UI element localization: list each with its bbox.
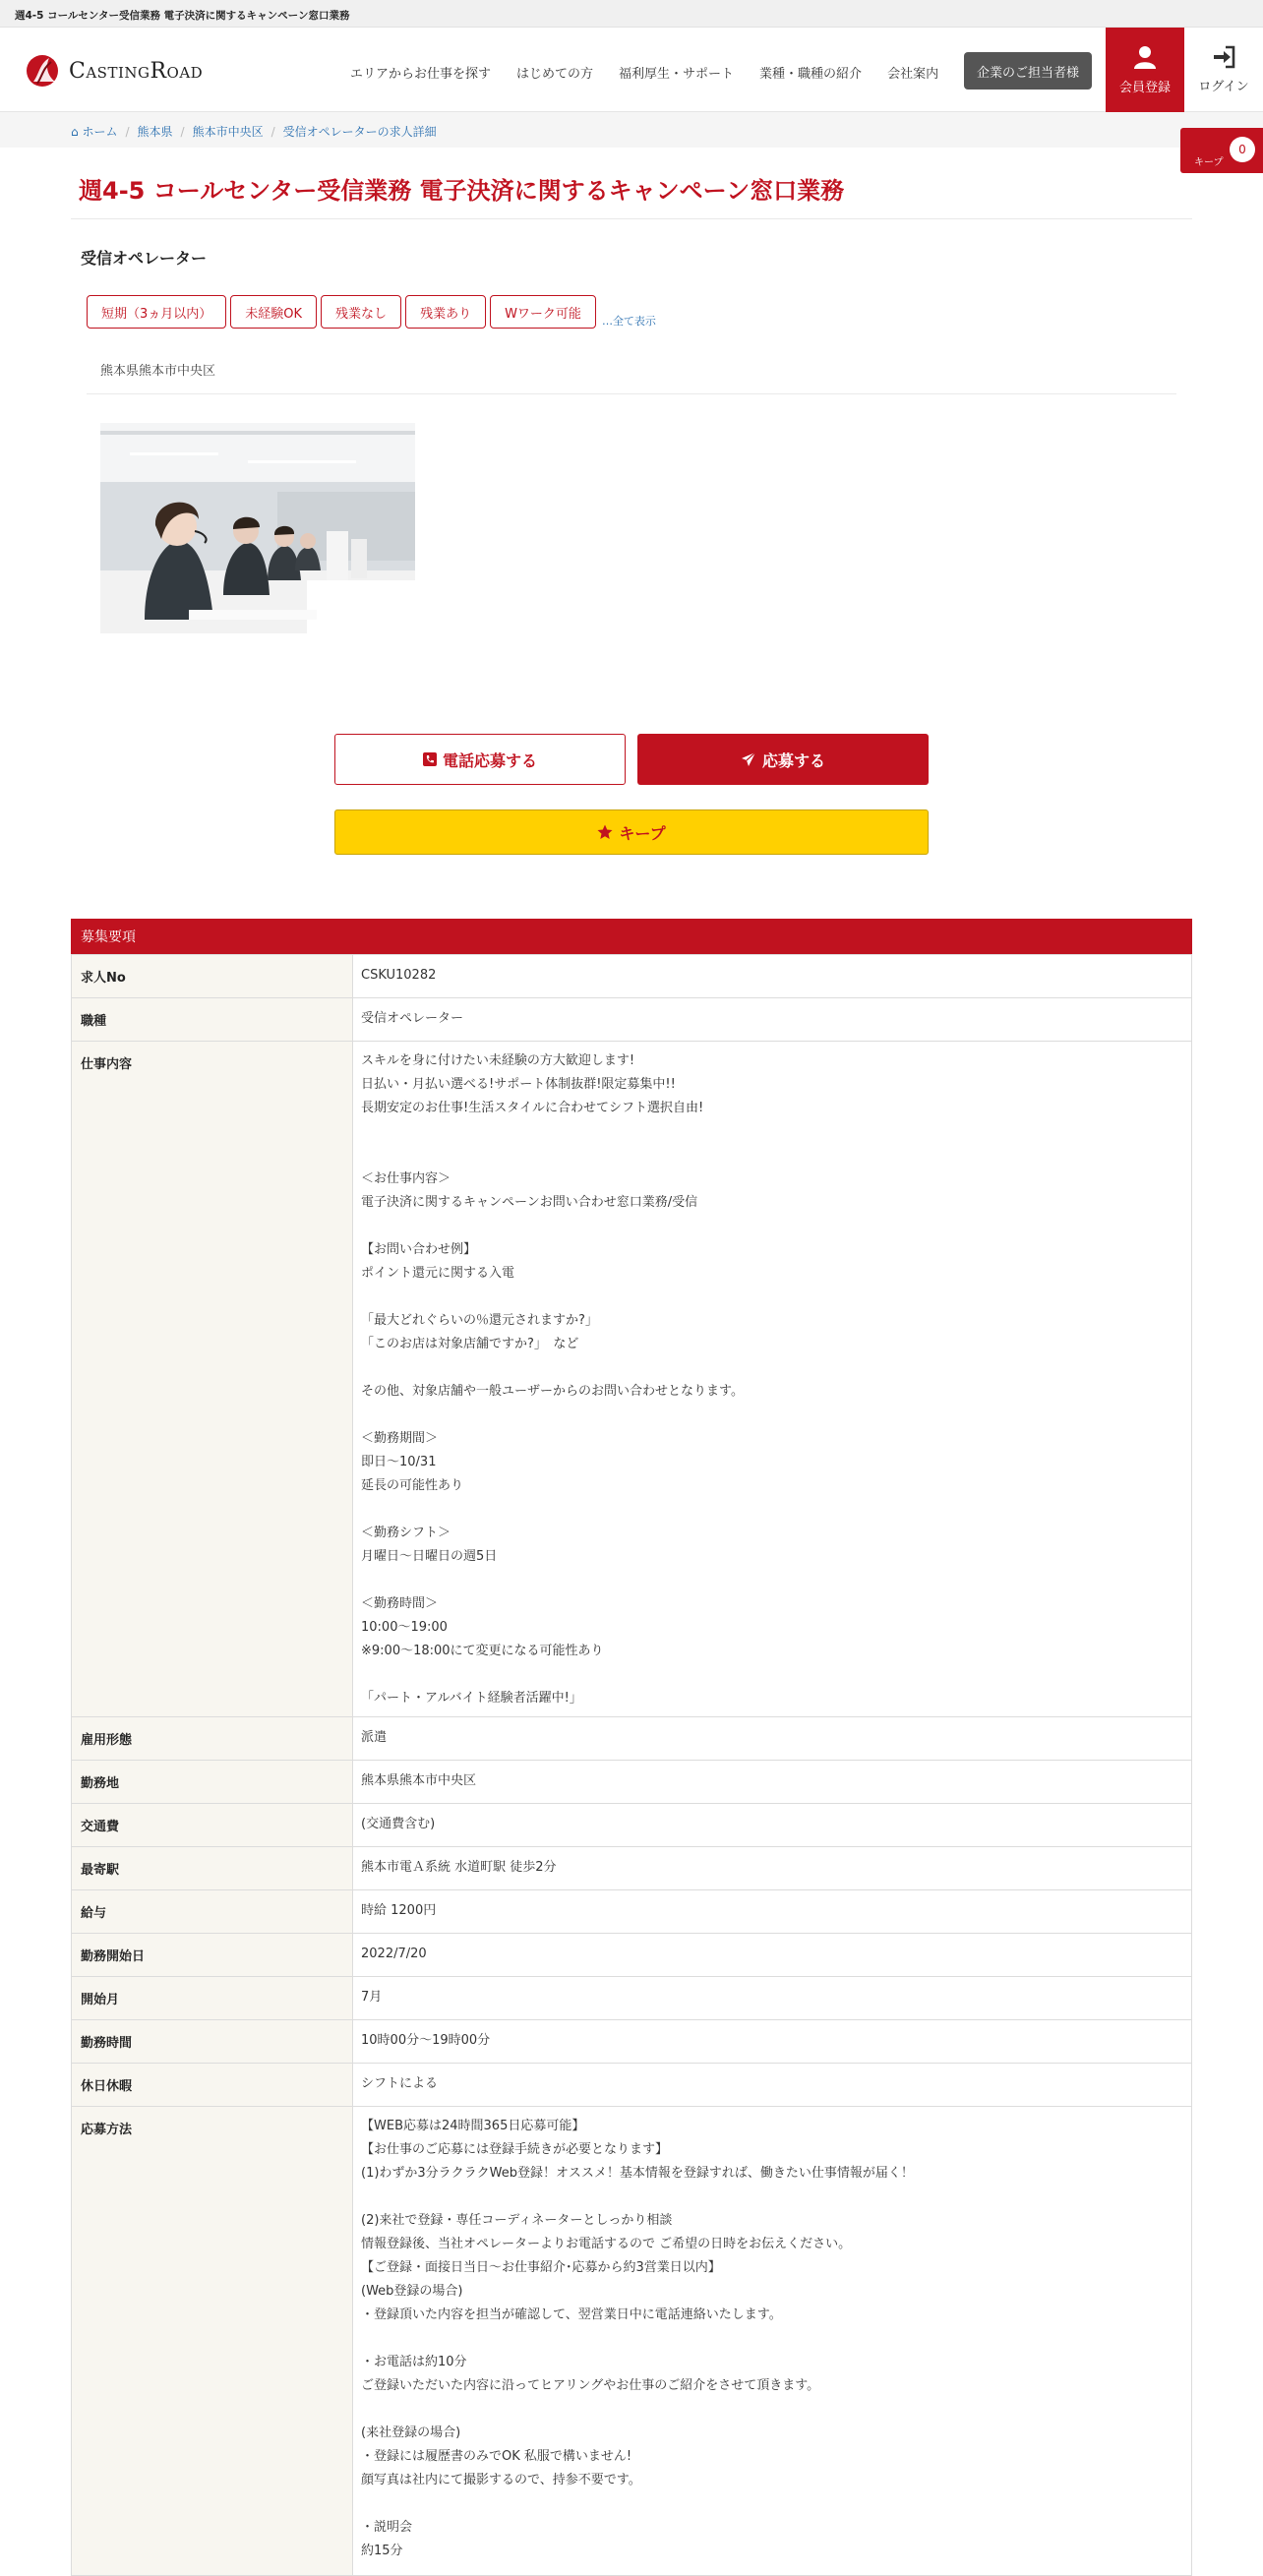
keep-button[interactable]	[334, 809, 929, 855]
row-label: 給与	[72, 1890, 353, 1934]
keep-count-badge: 0	[1230, 137, 1255, 162]
phone-icon	[423, 752, 437, 766]
row-value: シフトによる	[353, 2064, 1192, 2107]
apply-button[interactable]	[637, 734, 929, 785]
table-row	[72, 1717, 1192, 1761]
breadcrumb-city[interactable]: 熊本市中央区	[192, 125, 264, 139]
main-nav	[350, 63, 964, 82]
tag-double-work: Wワーク可能	[490, 295, 596, 329]
row-label: 職種	[72, 998, 353, 1042]
apply-label: 応募する	[761, 750, 825, 770]
job-tags	[87, 295, 656, 329]
login-label: ログイン	[1198, 79, 1249, 94]
nav-item-benefits[interactable]: 福利厚生・サポート	[619, 67, 735, 82]
divider	[71, 218, 1192, 219]
row-value: 熊本県熊本市中央区	[353, 1761, 1192, 1804]
job-title: 週4-5 コールセンター受信業務 電子決済に関するキャンペーン窓口業務	[79, 177, 845, 205]
keep-list-widget[interactable]	[1180, 128, 1263, 173]
user-icon	[1134, 45, 1156, 69]
site-logo[interactable]	[26, 54, 203, 88]
breadcrumb-prefecture[interactable]: 熊本県	[137, 125, 173, 139]
job-location: 熊本県熊本市中央区	[100, 364, 216, 379]
row-label: 勤務地	[72, 1761, 353, 1804]
sign-in-icon	[1212, 46, 1235, 68]
breadcrumb-home[interactable]: ホーム	[82, 125, 118, 139]
row-value: 受信オペレーター	[353, 998, 1192, 1042]
table-row	[72, 1977, 1192, 2020]
register-button[interactable]	[1106, 28, 1184, 112]
row-value: 時給 1200円	[353, 1890, 1192, 1934]
table-row	[72, 998, 1192, 1042]
row-label: 勤務開始日	[72, 1934, 353, 1977]
row-value: 熊本市電Ａ系統 水道町駅 徒歩2分	[353, 1847, 1192, 1890]
divider	[87, 393, 1176, 394]
nav-item-beginners[interactable]: はじめての方	[516, 67, 594, 82]
show-all-tags-link[interactable]: …全て表示	[601, 315, 656, 328]
requirements-heading: 募集要項	[71, 919, 1192, 954]
job-photo	[100, 423, 415, 633]
login-button[interactable]	[1184, 28, 1263, 112]
table-row	[72, 1761, 1192, 1804]
row-value: 10時00分～19時00分	[353, 2020, 1192, 2064]
table-row	[72, 955, 1192, 998]
breadcrumb	[0, 112, 1263, 148]
tag-no-overtime: 残業なし	[321, 295, 401, 329]
tag-no-experience: 未経験OK	[230, 295, 317, 329]
row-label: 応募方法	[72, 2107, 353, 2576]
nav-item-industries[interactable]: 業種・職種の紹介	[759, 67, 863, 82]
phone-apply-label: 電話応募する	[442, 750, 537, 770]
nav-item-company[interactable]: 会社案内	[887, 67, 939, 82]
table-row	[72, 1934, 1192, 1977]
table-row	[72, 1847, 1192, 1890]
row-label: 休日休暇	[72, 2064, 353, 2107]
job-category: 受信オペレーター	[81, 249, 208, 268]
phone-apply-button[interactable]	[334, 734, 626, 785]
row-label: 開始月	[72, 1977, 353, 2020]
paper-plane-icon	[741, 751, 756, 767]
row-label: 求人No	[72, 955, 353, 998]
row-value: 7月	[353, 1977, 1192, 2020]
keep-widget-label: キープ	[1194, 157, 1224, 168]
breadcrumb-separator: /	[271, 125, 275, 139]
breadcrumb-separator: /	[180, 125, 185, 139]
table-row	[72, 2020, 1192, 2064]
table-row	[72, 2064, 1192, 2107]
breadcrumb-current: 受信オペレーターの求人詳細	[282, 125, 437, 139]
row-value: (交通費含む)	[353, 1804, 1192, 1847]
logo-text: CastingRoad	[69, 58, 204, 84]
row-label: 雇用形態	[72, 1717, 353, 1761]
tag-short-term: 短期（3ヵ月以内）	[87, 295, 226, 329]
row-label: 仕事内容	[72, 1042, 353, 1717]
row-value: 2022/7/20	[353, 1934, 1192, 1977]
row-label: 最寄駅	[72, 1847, 353, 1890]
corporate-button[interactable]: 企業のご担当者様	[964, 52, 1092, 90]
castingroad-logo-icon	[26, 54, 63, 88]
row-label: 勤務時間	[72, 2020, 353, 2064]
site-header	[0, 28, 1263, 112]
table-row	[72, 2107, 1192, 2576]
keep-label: キープ	[619, 823, 666, 843]
register-label: 会員登録	[1118, 80, 1171, 95]
browser-page-title: 週4-5 コールセンター受信業務 電子決済に関するキャンペーン窓口業務	[0, 0, 1263, 28]
requirements-section	[71, 919, 1192, 2576]
row-label: 交通費	[72, 1804, 353, 1847]
breadcrumb-separator: /	[125, 125, 130, 139]
row-value: CSKU10282	[353, 955, 1192, 998]
nav-item-area-search[interactable]: エリアからお仕事を探す	[350, 67, 492, 82]
row-value: 派遣	[353, 1717, 1192, 1761]
table-row	[72, 1890, 1192, 1934]
tag-overtime: 残業あり	[405, 295, 486, 329]
row-value: スキルを身に付けたい未経験の方大歓迎します! 日払い・月払い選べる!サポート体制抜群!限定募集中!! 長期安定のお仕事!生活スタイルに合わせてシフト選択自由! ＜お仕事内容＞ 電子決済に関するキャンペーンお問い合わせ窓口業務/受信 【お問い合わせ例】 ポイント還元に関する入電 「最大どれぐらいの％還元されますか?」 「このお店は対象店舗ですか?」 など その他、対象店舗や一般ユーザーからのお問い合わせとなります。 ＜勤務期間＞ 即日～10/31 延長の可能性あり ＜勤務シフト＞ 月曜日～日曜日の週5日 ＜勤務時間＞ 10:00～19:00 ※9:00～18:00にて変更になる可能性あり 「パート・アルバイト経験者活躍中!」	[353, 1042, 1192, 1717]
table-row	[72, 1804, 1192, 1847]
table-row	[72, 1042, 1192, 1717]
home-icon: ⌂	[71, 125, 79, 139]
star-icon	[597, 824, 613, 840]
requirements-table	[71, 954, 1192, 2576]
row-value: 【WEB応募は24時間365日応募可能】 【お仕事のご応募には登録手続きが必要となります】 (1)わずか3分ラクラクWeb登録！オススメ！基本情報を登録すれば、働きたい仕事情報が届く！ (2)来社で登録・専任コーディネーターとしっかり相談 情報登録後、当社オペレーターよりお電話するので ご希望の日時をお伝えください。 【ご登録・面接日当日～お仕事紹介･応募から約3営業日以内】 (Web登録の場合) ・登録頂いた内容を担当が確認して、翌営業日中に電話連絡いたします。 ・お電話は約10分 ご登録いただいた内容に沿ってヒアリングやお仕事のご紹介をさせて頂きます。 (来社登録の場合) ・登録には履歴書のみでOK 私服で構いません! 顔写真は社内にて撮影するので、持参不要です。 ・説明会 約15分	[353, 2107, 1192, 2576]
